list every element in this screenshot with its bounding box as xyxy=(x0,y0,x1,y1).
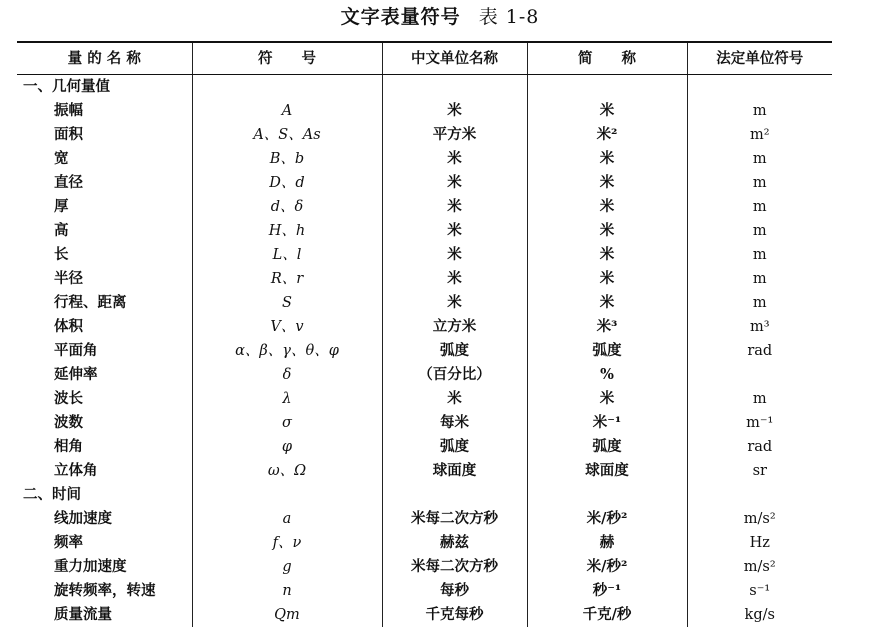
symbol-cell: B、b xyxy=(192,147,382,171)
table-row xyxy=(17,507,832,531)
quantity-name-cell: 波长 xyxy=(54,390,83,407)
quantity-name-cell: 直径 xyxy=(54,174,83,191)
empty-cell xyxy=(382,75,527,100)
table-row xyxy=(17,435,832,459)
quantity-name-cell: 旋转频率，转速 xyxy=(54,582,156,599)
quantity-name-cell: 平面角 xyxy=(54,342,98,359)
symbol-cell: L、l xyxy=(192,243,382,267)
empty-cell xyxy=(192,75,382,100)
chinese-unit-name-cell: 米 xyxy=(382,99,527,123)
header-legal-unit-symbol: 法定单位符号 xyxy=(687,42,832,75)
chinese-unit-name-cell: 米 xyxy=(382,195,527,219)
chinese-unit-name-cell: 米 xyxy=(382,171,527,195)
table-row xyxy=(17,219,832,243)
abbreviation-cell: 弧度 xyxy=(527,435,687,459)
abbreviation-cell: 米² xyxy=(527,123,687,147)
abbreviation-cell: 米 xyxy=(527,219,687,243)
section-row xyxy=(17,483,832,507)
table-row xyxy=(17,579,832,603)
chinese-unit-name-cell: 平方米 xyxy=(382,123,527,147)
quantity-name-cell: 面积 xyxy=(54,126,83,143)
section-row xyxy=(17,75,832,100)
legal-unit-symbol-cell: m xyxy=(687,291,832,315)
quantity-name-cell: 质量流量 xyxy=(54,606,112,623)
legal-unit-symbol-cell: m xyxy=(687,99,832,123)
quantity-name-cell: 高 xyxy=(54,222,69,239)
abbreviation-cell: 米³ xyxy=(527,315,687,339)
empty-cell xyxy=(382,483,527,507)
empty-cell xyxy=(687,75,832,100)
quantity-name-cell: 重力加速度 xyxy=(54,558,127,575)
abbreviation-cell: 米/秒² xyxy=(527,507,687,531)
legal-unit-symbol-cell: m/s² xyxy=(687,555,832,579)
quantity-name-cell: 宽 xyxy=(54,150,69,167)
symbol-cell: H、h xyxy=(192,219,382,243)
abbreviation-cell: 千克/秒 xyxy=(527,603,687,627)
symbol-cell: a xyxy=(192,507,382,531)
legal-unit-symbol-cell: m³ xyxy=(687,315,832,339)
empty-cell xyxy=(192,483,382,507)
quantity-name-cell: 波数 xyxy=(54,414,83,431)
legal-unit-symbol-cell: m xyxy=(687,243,832,267)
chinese-unit-name-cell: 立方米 xyxy=(382,315,527,339)
table-row xyxy=(17,339,832,363)
table-row xyxy=(17,459,832,483)
table-row xyxy=(17,123,832,147)
quantity-name-cell: 体积 xyxy=(54,318,83,335)
table-row xyxy=(17,171,832,195)
symbol-cell: g xyxy=(192,555,382,579)
table-title: 文字表量符号 xyxy=(340,6,461,28)
quantity-name-cell: 频率 xyxy=(54,534,83,551)
quantity-name-cell: 相角 xyxy=(54,438,83,455)
table-body xyxy=(17,75,832,628)
table-row xyxy=(17,195,832,219)
abbreviation-cell: 米 xyxy=(527,99,687,123)
symbol-cell: ω、Ω xyxy=(192,459,382,483)
abbreviation-cell: 米 xyxy=(527,147,687,171)
page-title xyxy=(0,2,880,29)
table-row xyxy=(17,387,832,411)
table-row xyxy=(17,267,832,291)
table-row xyxy=(17,603,832,627)
legal-unit-symbol-cell: rad xyxy=(687,435,832,459)
chinese-unit-name-cell: 米 xyxy=(382,387,527,411)
legal-unit-symbol-cell: rad xyxy=(687,339,832,363)
table-row xyxy=(17,99,832,123)
abbreviation-cell: 秒⁻¹ xyxy=(527,579,687,603)
symbol-cell: λ xyxy=(192,387,382,411)
symbol-cell: A、S、As xyxy=(192,123,382,147)
table-row xyxy=(17,531,832,555)
chinese-unit-name-cell: 米 xyxy=(382,267,527,291)
abbreviation-cell: 球面度 xyxy=(527,459,687,483)
legal-unit-symbol-cell: sr xyxy=(687,459,832,483)
chinese-unit-name-cell: 每秒 xyxy=(382,579,527,603)
chinese-unit-name-cell: 球面度 xyxy=(382,459,527,483)
quantity-name-cell: 长 xyxy=(54,246,69,263)
chinese-unit-name-cell: （百分比） xyxy=(382,363,527,387)
legal-unit-symbol-cell xyxy=(687,363,832,387)
quantity-name-cell: 立体角 xyxy=(54,462,98,479)
abbreviation-cell: % xyxy=(527,363,687,387)
header-symbol: 符 号 xyxy=(192,42,382,75)
section-title: 二、时间 xyxy=(23,486,81,503)
chinese-unit-name-cell: 弧度 xyxy=(382,339,527,363)
chinese-unit-name-cell: 赫兹 xyxy=(382,531,527,555)
header-abbreviation: 简 称 xyxy=(527,42,687,75)
table-row xyxy=(17,363,832,387)
legal-unit-symbol-cell: m xyxy=(687,267,832,291)
header-row xyxy=(17,42,832,75)
empty-cell xyxy=(527,75,687,100)
abbreviation-cell: 赫 xyxy=(527,531,687,555)
quantity-name-cell: 延伸率 xyxy=(54,366,98,383)
table-row xyxy=(17,243,832,267)
chinese-unit-name-cell: 米 xyxy=(382,147,527,171)
symbol-cell: R、r xyxy=(192,267,382,291)
table-number: 表 1-8 xyxy=(478,6,540,28)
chinese-unit-name-cell: 弧度 xyxy=(382,435,527,459)
legal-unit-symbol-cell: m xyxy=(687,219,832,243)
chinese-unit-name-cell: 米 xyxy=(382,243,527,267)
table-row xyxy=(17,555,832,579)
abbreviation-cell: 米 xyxy=(527,291,687,315)
legal-unit-symbol-cell: m⁻¹ xyxy=(687,411,832,435)
table-row xyxy=(17,291,832,315)
header-quantity-name: 量 的 名 称 xyxy=(17,42,192,75)
abbreviation-cell: 米 xyxy=(527,267,687,291)
abbreviation-cell: 米 xyxy=(527,195,687,219)
symbol-cell: V、v xyxy=(192,315,382,339)
legal-unit-symbol-cell: m xyxy=(687,147,832,171)
quantity-name-cell: 振幅 xyxy=(54,102,83,119)
abbreviation-cell: 米 xyxy=(527,171,687,195)
chinese-unit-name-cell: 每米 xyxy=(382,411,527,435)
header-chinese-unit-name: 中文单位名称 xyxy=(382,42,527,75)
quantity-name-cell: 线加速度 xyxy=(54,510,112,527)
chinese-unit-name-cell: 米每二次方秒 xyxy=(382,507,527,531)
empty-cell xyxy=(687,483,832,507)
chinese-unit-name-cell: 米每二次方秒 xyxy=(382,555,527,579)
legal-unit-symbol-cell: Hz xyxy=(687,531,832,555)
symbol-cell: d、δ xyxy=(192,195,382,219)
quantity-name-cell: 厚 xyxy=(54,198,69,215)
abbreviation-cell: 弧度 xyxy=(527,339,687,363)
legal-unit-symbol-cell: m xyxy=(687,171,832,195)
symbol-cell: n xyxy=(192,579,382,603)
legal-unit-symbol-cell: kg/s xyxy=(687,603,832,627)
symbol-cell: φ xyxy=(192,435,382,459)
legal-unit-symbol-cell: m/s² xyxy=(687,507,832,531)
abbreviation-cell: 米/秒² xyxy=(527,555,687,579)
legal-unit-symbol-cell: m xyxy=(687,195,832,219)
symbol-cell: σ xyxy=(192,411,382,435)
symbol-cell: D、d xyxy=(192,171,382,195)
quantity-name-cell: 半径 xyxy=(54,270,83,287)
quantity-name-cell: 行程、距离 xyxy=(54,294,127,311)
symbol-cell: A xyxy=(192,99,382,123)
symbol-cell: f、ν xyxy=(192,531,382,555)
symbol-cell: Qm xyxy=(192,603,382,627)
symbol-cell: δ xyxy=(192,363,382,387)
legal-unit-symbol-cell: s⁻¹ xyxy=(687,579,832,603)
abbreviation-cell: 米⁻¹ xyxy=(527,411,687,435)
empty-cell xyxy=(527,483,687,507)
legal-unit-symbol-cell: m xyxy=(687,387,832,411)
abbreviation-cell: 米 xyxy=(527,243,687,267)
abbreviation-cell: 米 xyxy=(527,387,687,411)
symbols-table xyxy=(17,41,832,627)
symbol-cell: S xyxy=(192,291,382,315)
table-row xyxy=(17,411,832,435)
section-title: 一、几何量值 xyxy=(23,78,110,95)
chinese-unit-name-cell: 米 xyxy=(382,291,527,315)
legal-unit-symbol-cell: m² xyxy=(687,123,832,147)
chinese-unit-name-cell: 千克每秒 xyxy=(382,603,527,627)
symbol-cell: α、β、γ、θ、φ xyxy=(192,339,382,363)
chinese-unit-name-cell: 米 xyxy=(382,219,527,243)
table-row xyxy=(17,147,832,171)
table-row xyxy=(17,315,832,339)
